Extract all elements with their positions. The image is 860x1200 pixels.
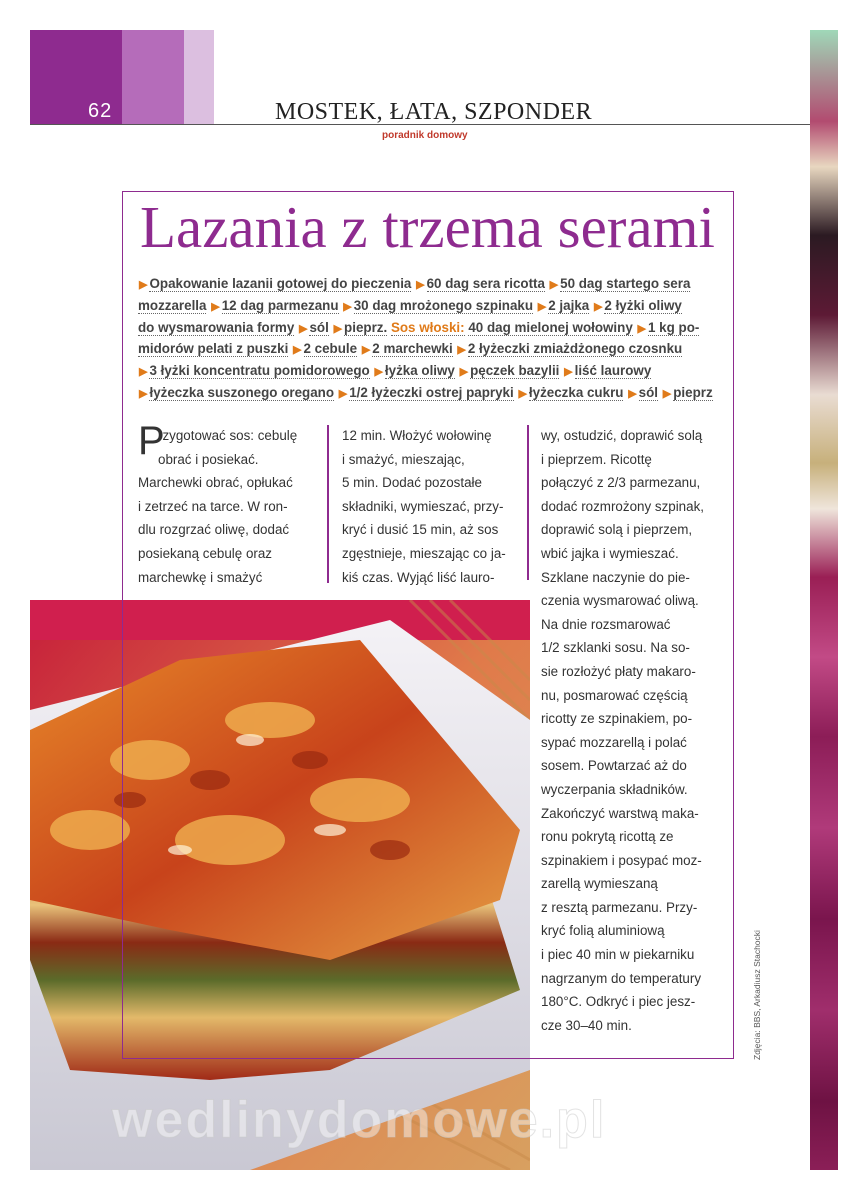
bullet-marker-icon: ▶ [628,387,637,400]
text-line: nagrzanym do temperatury [541,970,702,986]
text-line: marchewkę i smażyć [138,569,263,585]
text-line: Marchewki obrać, opłukać [138,475,293,491]
ingredients-list [138,274,718,405]
text-line: nu, posmarować częścią [541,687,688,703]
header-bar-medium [122,30,184,125]
ingredient-item: 50 dag startego sera [560,276,691,291]
ingredient-line [138,318,718,340]
text-line: cze 30–40 min. [541,1017,632,1033]
bullet-marker-icon: ▶ [139,366,148,379]
bullet-marker-icon: ▶ [343,300,352,313]
watermark: wedlinydomowe.pl [112,1091,607,1149]
text-line: Na dnie rozsmarować [541,616,671,632]
section-title: MOSTEK, ŁATA, SZPONDER [275,99,593,125]
photo-credit [752,900,768,1060]
text-line: i zetrzeć na tarce. W ron- [138,498,288,514]
bullet-marker-icon: ▶ [537,300,547,313]
ingredient-item: 2 cebule [303,341,358,357]
ingredient-item: 60 dag sera ricotta [426,276,545,291]
text-line: ricotty ze szpinakiem, po- [541,711,693,727]
text-line: ronu pokrytą ricottą ze [541,829,674,845]
text-line: wyczerpania składników. [541,781,688,797]
text-line: Szklane naczynie do pie- [541,569,690,585]
bullet-marker-icon: ▶ [299,322,308,335]
text-line: i pieprzem. Ricottę [541,451,652,467]
text-line: obrać i posiekać. [158,451,259,467]
text-line: rzygotować sos: cebulę [158,428,298,443]
bullet-marker-icon: ▶ [211,300,220,313]
text-line: wy, ostudzić, doprawić solą [541,428,703,443]
text-line: dlu rozgrzać oliwę, dodać [138,522,290,538]
ingredient-item: pieprz. [344,319,388,335]
instructions-column-2 [342,424,506,589]
ingredient-line [138,383,718,405]
text-line: doprawić solą i pieprzem, [541,522,693,538]
text-line: kryć i dusić 15 min, aż sos [342,522,499,538]
ingredient-item: 2 marchewki [372,341,453,357]
ingredient-item: pieprz [673,384,713,400]
header-bar-light [184,30,214,125]
text-line: 180°C. Odkryć i piec jesz- [541,994,696,1010]
bullet-marker-icon: ▶ [549,279,559,291]
bullet-marker-icon: ▶ [333,322,343,335]
bullet-marker-icon: ▶ [139,387,148,400]
text-line: kryć folią aluminiową [541,923,665,939]
bullet-marker-icon: ▶ [361,344,371,357]
ingredient-line [138,361,718,383]
text-line: połączyć z 2/3 parmezanu, [541,475,701,491]
text-line: dodać rozmrożony szpinak, [541,498,704,514]
bullet-marker-icon: ▶ [593,300,603,313]
decorative-photo-strip [810,30,838,1170]
text-line: i smażyć, mieszając, [342,451,465,467]
ingredient-item: 30 dag mrożonego szpinaku [353,297,534,313]
bullet-marker-icon: ▶ [139,279,148,291]
text-line: 5 min. Dodać pozostałe [342,475,482,491]
page-number: 62 [88,100,113,122]
text-line: sosem. Powtarzać aż do [541,758,687,774]
photo-credit-text: Zdjęcia: BBS, Arkadiusz Stachocki [752,930,762,1060]
ingredient-item: midorów pelati z puszki [138,341,289,357]
bullet-marker-icon: ▶ [293,344,302,357]
ingredient-item: 1/2 łyżeczki ostrej papryki [349,384,514,400]
text-line: kiś czas. Wyjąć liść lauro- [342,569,495,585]
ingredient-item: 3 łyżki koncentratu pomidorowego [149,363,370,379]
text-line: sypać mozzarellą i polać [541,734,687,750]
bullet-marker-icon: ▶ [374,366,383,379]
ingredient-item: 1 kg po- [648,319,700,335]
ingredient-line [138,296,718,318]
bullet-marker-icon: ▶ [416,279,425,291]
instructions-column-1 [138,424,297,589]
ingredient-line [138,339,718,361]
text-line: wbić jajka i wymieszać. [541,545,679,561]
recipe-title: Lazania z trzema serami [140,194,715,260]
text-line: 1/2 szklanki sosu. Na so- [541,640,690,656]
text-line: składniki, wymieszać, przy- [342,498,504,514]
text-line: szpinakiem i posypać moz- [541,852,702,868]
ingredient-item: liść laurowy [574,363,652,379]
ingredient-item: mozzarella [138,297,207,313]
ingredient-item: 40 dag mielonej wołowiny [468,319,633,335]
text-line: posiekaną cebulę oraz [138,545,272,561]
ingredient-item: sól [638,384,659,400]
ingredient-line [138,274,718,296]
text-line: zgęstnieje, mieszając co ja- [342,545,506,561]
text-line: i piec 40 min w piekarniku [541,947,695,963]
ingredient-item: pęczek bazylii [470,363,560,379]
sauce-heading: Sos włoski: [390,319,465,335]
bullet-marker-icon: ▶ [564,366,573,379]
ingredient-item: 2 jajka [548,297,590,313]
bullet-marker-icon: ▶ [637,322,646,335]
text-line: 12 min. Włożyć wołowinę [342,428,492,443]
bullet-marker-icon: ▶ [459,366,469,379]
ingredient-item: do wysmarowania formy [138,319,295,335]
ingredient-item: łyżeczka cukru [528,384,624,400]
text-line: Zakończyć warstwą maka- [541,805,699,821]
ingredient-item: 2 łyżeczki zmiażdżonego czosnku [467,341,683,357]
ingredient-item: 12 dag parmezanu [221,297,339,313]
ingredient-item: sól [309,319,329,335]
drop-cap: P [138,419,165,463]
section-subtitle: poradnik domowy [382,130,468,141]
text-line: sie rozłożyć płaty makaro- [541,663,696,679]
column-divider [527,425,529,580]
bullet-marker-icon: ▶ [457,344,466,357]
bullet-marker-icon: ▶ [338,387,348,400]
bullet-marker-icon: ▶ [518,387,527,400]
text-line: z resztą parmezanu. Przy- [541,899,698,915]
ingredient-item: 2 łyżki oliwy [604,297,682,313]
text-line: czenia wysmarować oliwą. [541,593,699,609]
ingredient-item: łyżka oliwy [384,363,455,379]
text-line: zarellą wymieszaną [541,876,658,892]
bullet-marker-icon: ▶ [662,387,672,400]
instructions-column-3 [541,424,704,1037]
ingredient-item: łyżeczka suszonego oregano [149,384,335,400]
column-divider [327,425,329,583]
ingredient-item: Opakowanie lazanii gotowej do pieczenia [149,276,412,291]
